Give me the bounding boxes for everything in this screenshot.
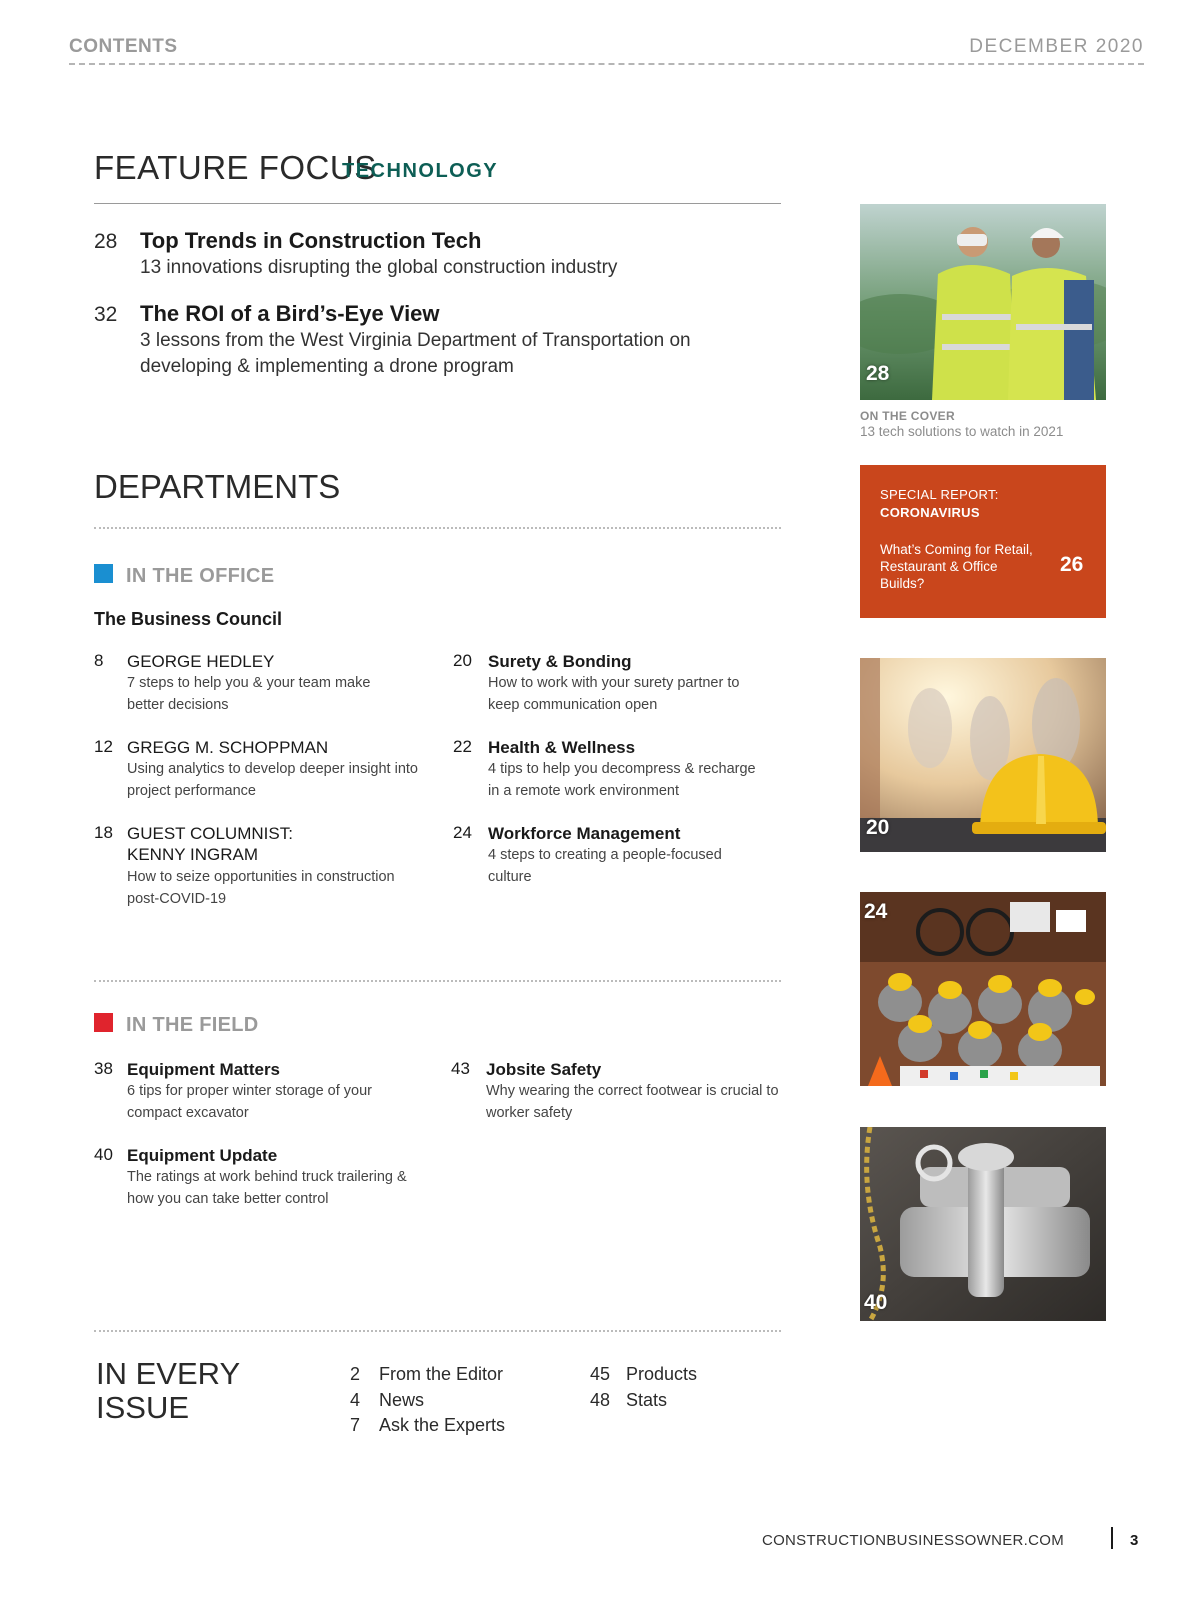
cover-photo[interactable] xyxy=(860,204,1106,400)
footer-divider xyxy=(1111,1527,1113,1549)
entry-description: 4 steps to creating a people-focused culture xyxy=(488,847,722,885)
section-title: CONTENTS xyxy=(69,36,178,57)
entry-title-line-2: KENNY INGRAM xyxy=(127,845,258,864)
page-number: 40 xyxy=(94,1145,113,1164)
regular-item-label: Ask the Experts xyxy=(379,1415,506,1435)
page-number: 32 xyxy=(94,303,118,326)
field-section-marker xyxy=(94,1013,113,1032)
special-report-box[interactable] xyxy=(860,465,1106,618)
entry-title: Health & Wellness xyxy=(488,738,636,757)
special-report-page-number: 26 xyxy=(1060,553,1084,576)
cover-photo-image xyxy=(860,204,1106,400)
special-report-topic: CORONAVIRUS xyxy=(880,505,980,520)
page-number: 43 xyxy=(451,1059,470,1078)
cover-page-number: 28 xyxy=(866,362,890,385)
feature-focus-title: FEATURE FOCUS xyxy=(94,149,377,186)
entry-description: How to seize opportunities in construction post-COVID-19 xyxy=(127,869,395,907)
regular-item-label: Stats xyxy=(626,1390,668,1410)
photo-page-number: 40 xyxy=(864,1291,888,1314)
feature-headline: The ROI of a Bird’s-Eye View xyxy=(140,301,440,326)
regular-item-label: News xyxy=(379,1390,425,1410)
page-number: 18 xyxy=(94,823,113,842)
hard-hat-image xyxy=(860,658,1106,852)
page-number: 7 xyxy=(350,1415,361,1435)
photo-hard-hat[interactable] xyxy=(860,658,1106,852)
office-divider xyxy=(94,980,781,982)
regular-item-label: Products xyxy=(626,1364,698,1384)
field-section-label: IN THE FIELD xyxy=(126,1014,259,1036)
page-number: 24 xyxy=(453,823,472,842)
photo-page-number: 24 xyxy=(864,900,888,923)
field-divider xyxy=(94,1330,781,1332)
entry-description: Using analytics to develop deeper insight into project performance xyxy=(127,761,418,799)
entry-description: 4 tips to help you decompress & recharge in a remote work environment xyxy=(488,761,756,799)
feature-focus-tag: TECHNOLOGY xyxy=(342,160,499,182)
special-report-description: What’s Coming for Retail, Restaurant & Office Builds? xyxy=(880,542,1033,591)
page-number: 12 xyxy=(94,737,113,756)
kids-image xyxy=(860,892,1106,1086)
on-the-cover-label: ON THE COVER xyxy=(860,409,955,423)
entry-title: GUEST COLUMNIST: xyxy=(127,824,293,843)
page-number: 22 xyxy=(453,737,472,756)
photo-trailer-hitch[interactable] xyxy=(860,1127,1106,1321)
trailer-hitch-image xyxy=(860,1127,1106,1321)
on-the-cover-description: 13 tech solutions to watch in 2021 xyxy=(860,424,1064,439)
in-every-issue-title xyxy=(96,1357,296,1425)
entry-title: Equipment Matters xyxy=(127,1060,281,1079)
photo-page-number: 20 xyxy=(866,816,890,839)
page-number: 20 xyxy=(453,651,472,670)
entry-title: Workforce Management xyxy=(488,824,681,843)
in-every-issue-title-line-1: IN EVERY xyxy=(96,1356,241,1391)
entry-description: 6 tips for proper winter storage of your compact excavator xyxy=(127,1083,373,1121)
page-number: 8 xyxy=(94,651,104,670)
page-number-footer: 3 xyxy=(1130,1532,1139,1549)
photo-kids-hard-hats[interactable] xyxy=(860,892,1106,1086)
feature-focus-divider xyxy=(94,203,781,204)
page-number: 4 xyxy=(350,1390,361,1410)
page-number: 38 xyxy=(94,1059,113,1078)
departments-title: DEPARTMENTS xyxy=(94,468,341,505)
entry-title: Equipment Update xyxy=(127,1146,278,1165)
header-divider xyxy=(69,63,1144,65)
in-every-issue-title-line-2: ISSUE xyxy=(96,1390,190,1425)
departments-divider xyxy=(94,527,781,529)
entry-description: Why wearing the correct footwear is crucial to worker safety xyxy=(486,1083,779,1121)
entry-title: Jobsite Safety xyxy=(486,1060,602,1079)
feature-description: 3 lessons from the West Virginia Department of Transportation on developing & implementing a drone program xyxy=(140,330,691,377)
entry-description: How to work with your surety partner to keep communication open xyxy=(488,675,740,713)
office-section-label: IN THE OFFICE xyxy=(126,565,275,587)
issue-date: DECEMBER 2020 xyxy=(969,36,1144,57)
special-report-kicker: SPECIAL REPORT: xyxy=(880,487,999,502)
entry-description: 7 steps to help you & your team make better decisions xyxy=(127,675,371,713)
feature-headline: Top Trends in Construction Tech xyxy=(140,228,482,253)
page-number: 28 xyxy=(94,230,118,253)
feature-description: 13 innovations disrupting the global construction industry xyxy=(140,257,618,278)
office-section-marker xyxy=(94,564,113,583)
page-number: 48 xyxy=(590,1390,611,1410)
page-number: 45 xyxy=(590,1364,611,1384)
regular-item-label: From the Editor xyxy=(379,1364,504,1384)
entry-title: GREGG M. SCHOPPMAN xyxy=(127,738,329,757)
business-council-heading: The Business Council xyxy=(94,609,283,629)
page-number: 2 xyxy=(350,1364,361,1384)
entry-title: Surety & Bonding xyxy=(488,652,632,671)
entry-title: GEORGE HEDLEY xyxy=(127,652,275,671)
entry-description: The ratings at work behind truck trailering & how you can take better control xyxy=(127,1169,407,1207)
website-url[interactable]: CONSTRUCTIONBUSINESSOWNER.COM xyxy=(761,1532,1064,1549)
